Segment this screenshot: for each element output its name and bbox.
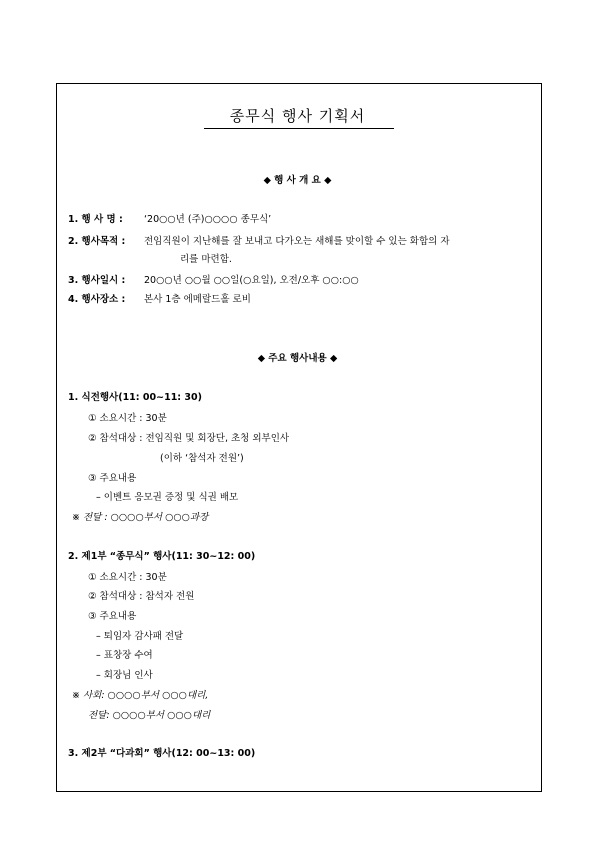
part2-item: – 퇴임자 감사패 전달 [96,631,184,642]
event-purpose-line2: 리를 마련함. [180,254,232,265]
part2-heading: 2. 제1부 “종무식” 행사(11: 30~12: 00) [68,551,256,562]
event-date-value: 20○○년 ○○월 ○○일(○요일), 오전/오후 ○○:○○ [144,275,359,286]
part2-attendees: ② 참석대상 : 참석자 전원 [88,591,195,602]
content-heading: ◆ 주요 행사내용 ◆ [257,353,338,364]
event-purpose-label: 2. 행사목적 : [68,236,126,247]
part1-time: ① 소요시간 : 30분 [88,413,167,424]
event-name-label: 1. 행 사 명 : [68,214,123,225]
part1-attendees-note: (이하 ‘참석자 전원’) [160,453,244,464]
part1-main-heading: ③ 주요내용 [88,473,137,484]
event-date-label: 3. 행사일시 : [68,275,126,286]
event-purpose-line1: 전임직원이 지난해를 잘 보내고 다가오는 새해를 맞이할 수 있는 화합의 자 [144,236,450,247]
part2-note: ※ 사회: ○○○○부서 ○○○대리, [72,690,209,701]
part2-item: – 회장님 인사 [96,670,153,681]
overview-heading: ◆ 행 사 개 요 ◆ [263,175,332,186]
part3-heading: 3. 제2부 “다과회” 행사(12: 00~13: 00) [68,748,256,759]
part2-time: ① 소요시간 : 30분 [88,572,167,583]
part2-note: 전달: ○○○○부서 ○○○대리 [88,710,211,721]
part1-heading: 1. 식전행사(11: 00~11: 30) [68,392,202,403]
part1-item: – 이벤트 응모권 증정 및 식권 배모 [96,492,239,503]
part2-item: – 표창장 수여 [96,650,153,661]
part1-attendees: ② 참석대상 : 전임직원 및 회장단, 초청 외부인사 [88,433,290,444]
title-underline [204,128,394,129]
event-place-value: 본사 1층 에메랄드홀 로비 [144,294,251,305]
part1-note: ※ 전달 : ○○○○부서 ○○○과장 [72,512,209,523]
event-name-value: ‘20○○년 (주)○○○○ 종무식’ [144,214,272,225]
part2-main-heading: ③ 주요내용 [88,611,137,622]
document-title: 종무식 행사 기획서 [229,107,366,125]
event-place-label: 4. 행사장소 : [68,294,126,305]
